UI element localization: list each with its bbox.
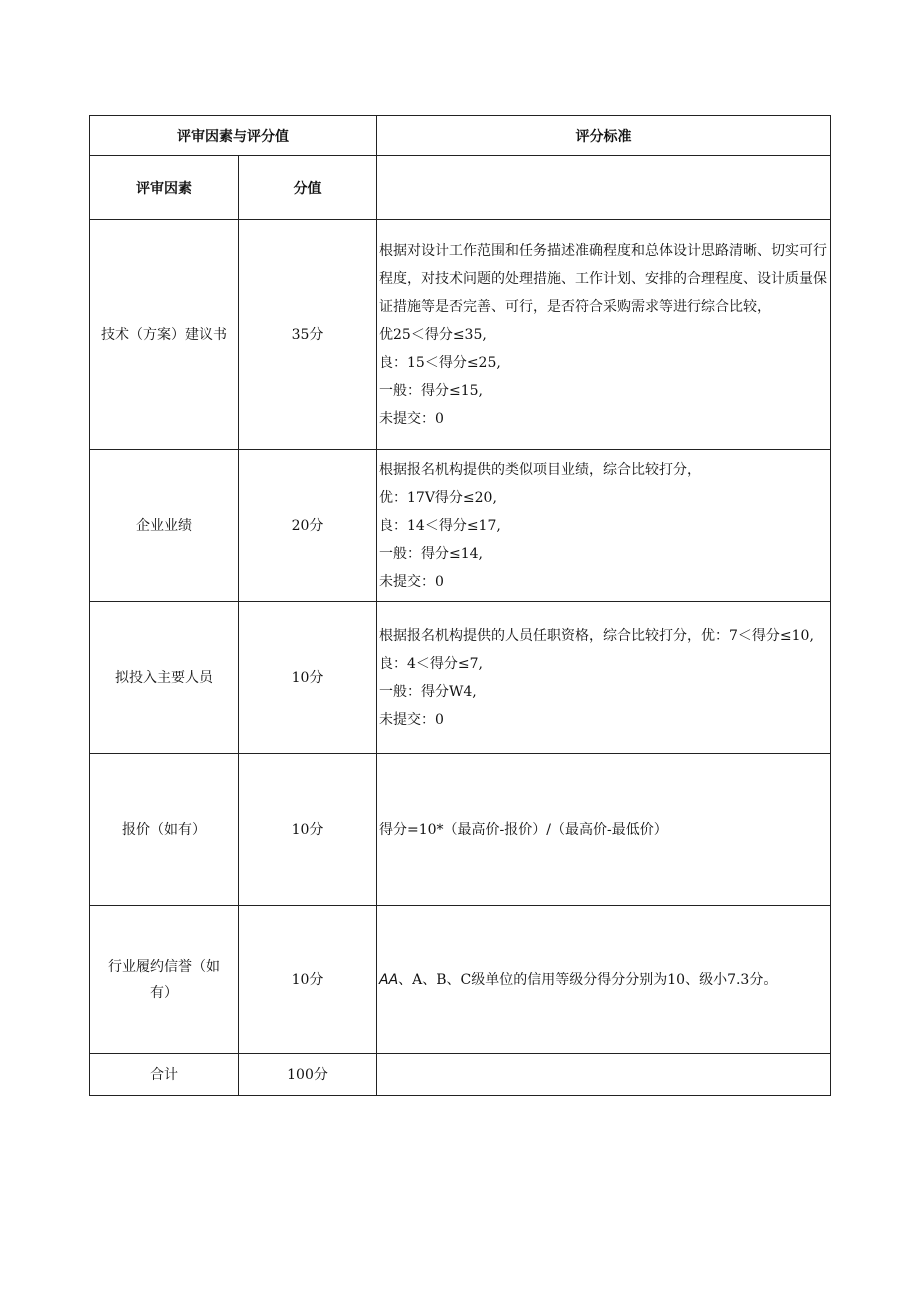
criteria-line: 一般：得分≤14, xyxy=(379,545,483,562)
table-subheader-row xyxy=(90,156,831,220)
criteria-line: 未提交：0 xyxy=(379,711,444,728)
table-row xyxy=(90,754,831,906)
row-criteria xyxy=(377,602,831,754)
total-criteria-cell xyxy=(377,1054,831,1096)
table-row xyxy=(90,906,831,1054)
criteria-line: 未提交：0 xyxy=(379,573,444,590)
header-factors-and-scores: 评审因素与评分值 xyxy=(90,116,377,156)
row-criteria xyxy=(377,754,831,906)
criteria-line: 根据对设计工作范围和任务描述准确程度和总体设计思路清晰、切实可行程度，对技术问题的处理措施、工作计划、安排的合理程度、设计质量保证措施等是否完善、可行，是否符合采购需求等进行综合比较， xyxy=(379,242,827,315)
subheader-empty-cell xyxy=(377,156,831,220)
row-score: 20分 xyxy=(239,450,377,602)
criteria-line: 良：14＜得分≤17, xyxy=(379,517,501,534)
criteria-line: 良：15＜得分≤25, xyxy=(379,354,501,371)
subheader-factor: 评审因素 xyxy=(90,156,239,220)
row-score: 35分 xyxy=(239,220,377,450)
criteria-prefix: AA xyxy=(379,971,399,988)
criteria-line: 得分=10*（最高价-报价）/（最高价-最低价） xyxy=(379,821,668,838)
criteria-line: 良：4＜得分≤7, xyxy=(379,655,483,672)
table-row xyxy=(90,602,831,754)
row-score: 10分 xyxy=(239,754,377,906)
table-row xyxy=(90,220,831,450)
total-label: 合计 xyxy=(90,1054,239,1096)
row-factor: 企业业绩 xyxy=(90,450,239,602)
criteria-line: 一般：得分≤15, xyxy=(379,382,483,399)
total-score: 100分 xyxy=(239,1054,377,1096)
row-criteria xyxy=(377,906,831,1054)
row-criteria xyxy=(377,220,831,450)
criteria-line: 、A、B、C级单位的信用等级分得分分别为10、级小7.3分。 xyxy=(398,971,778,988)
row-score: 10分 xyxy=(239,602,377,754)
row-factor: 报价（如有） xyxy=(90,754,239,906)
criteria-line: 优25＜得分≤35, xyxy=(379,326,487,343)
row-criteria xyxy=(377,450,831,602)
criteria-line: 一般：得分W4, xyxy=(379,683,477,700)
scoring-table xyxy=(89,115,831,1096)
subheader-score: 分值 xyxy=(239,156,377,220)
table-header-row xyxy=(90,116,831,156)
row-score: 10分 xyxy=(239,906,377,1054)
row-factor: 拟投入主要人员 xyxy=(90,602,239,754)
criteria-line: 根据报名机构提供的人员任职资格，综合比较打分，优：7＜得分≤10, xyxy=(379,627,814,644)
row-factor: 行业履约信誉（如有） xyxy=(90,906,239,1054)
criteria-line: 优：17V得分≤20, xyxy=(379,489,497,506)
total-row xyxy=(90,1054,831,1096)
criteria-line: 根据报名机构提供的类似项目业绩，综合比较打分， xyxy=(379,461,701,478)
row-factor: 技术（方案）建议书 xyxy=(90,220,239,450)
criteria-line: 未提交：0 xyxy=(379,410,444,427)
table-row xyxy=(90,450,831,602)
header-criteria: 评分标准 xyxy=(377,116,831,156)
